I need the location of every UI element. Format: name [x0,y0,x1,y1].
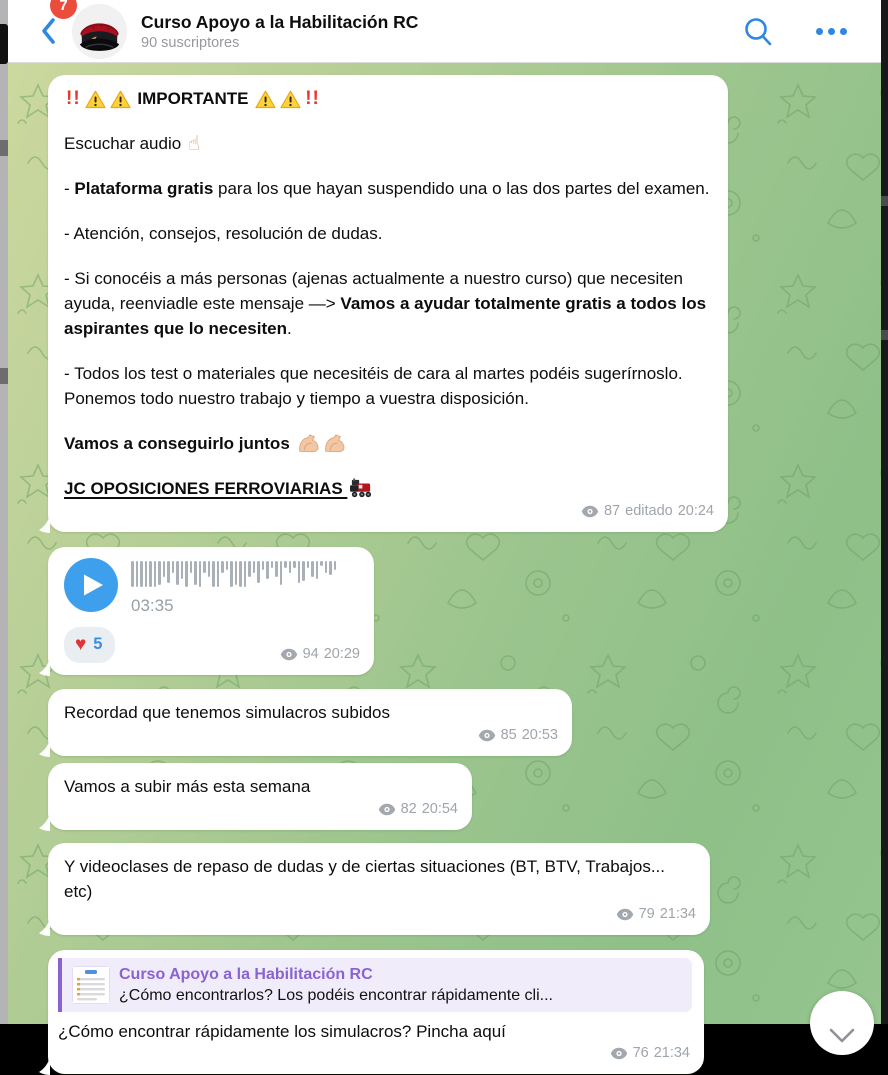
message-meta [610,1041,690,1066]
audio-message [64,558,358,618]
quote-title: Curso Apoyo a la Habilitación RC [119,966,373,983]
text-run: Plataforma gratis [74,179,214,198]
views-count: 79 [638,906,655,922]
warning-emoji [110,90,131,109]
message-time: 20:29 [323,646,360,662]
bubble-tail [39,813,50,831]
muscle-emoji [323,434,345,454]
heart-icon: ♥ [75,634,87,655]
right-edge-mark [881,196,888,206]
reply-quote[interactable] [58,958,692,1012]
message-text [64,774,366,799]
views-count: 94 [302,646,319,662]
text-run: IMPORTANTE [132,89,254,108]
message-text [64,86,712,111]
views-icon [610,1047,628,1060]
message-text [64,221,712,246]
telegram-window [8,0,881,1061]
message-time: 20:53 [521,727,558,743]
text-run: Vamos a ayudar totalmente gratis a todos los aspirantes que lo necesiten [64,294,707,338]
message-text [64,700,450,725]
left-edge-notch [0,24,8,64]
reaction-count: 5 [93,635,103,653]
train-emoji [349,478,373,499]
double-exclamation-emoji: !! [66,88,81,109]
channel-title: Curso Apoyo a la Habilitación RC [141,11,419,32]
muscle-emoji [297,434,319,454]
message-text [58,1019,692,1044]
chevron-down-icon [829,1028,855,1044]
text-run: . [286,319,292,338]
message-time: 20:24 [677,503,714,519]
left-edge-mark [0,140,8,156]
warning-emoji [255,90,276,109]
text-run: Y videoclases de repaso de dudas y de ciertas situaciones (BT, BTV, Trabajos... etc) [64,857,666,901]
message-meta [478,723,558,748]
message-text [64,431,712,456]
text-run: Vamos a conseguirlo juntos [64,434,295,453]
edited-label: editado [625,503,673,519]
pointing-up-emoji: ☝ [187,133,201,155]
channel-link[interactable]: JC OPOSICIONES FERROVIARIAS [64,479,348,498]
scroll-to-bottom-button[interactable] [810,991,874,1055]
message-stream [8,63,881,1074]
message-bubble [48,547,374,675]
message-meta [378,797,458,822]
play-button[interactable] [64,558,118,612]
text-run: - [64,179,75,198]
text-run: - Si conocéis a más personas (ajenas actualmente a nuestro curso) que necesiten ayuda, reenviadle este mensaje —> [64,269,683,313]
views-count: 85 [500,727,517,743]
audio-duration: 03:35 [131,596,174,615]
warning-emoji [280,90,301,109]
message-bubble [48,763,472,830]
chevron-left-icon [41,18,56,44]
bubble-tail [39,918,50,936]
channel-avatar[interactable] [72,4,127,59]
quote-thumbnail [72,966,110,1004]
bubble-tail [39,1057,50,1075]
chat-background [8,63,881,1061]
message-text [64,176,712,201]
audio-waveform[interactable] [131,561,336,588]
views-count: 87 [603,503,621,519]
views-icon [378,803,396,816]
left-edge-mark [0,368,8,384]
message-bubble [48,75,728,532]
message-text [64,266,712,341]
message-time: 21:34 [659,906,696,922]
message-meta [616,902,696,927]
bubble-tail [39,658,50,676]
text-run: - Atención, consejos, resolución de dudas. [64,224,383,243]
message-time: 20:54 [421,801,458,817]
message-text [64,476,712,501]
unread-badge: 7 [50,0,77,19]
views-icon [478,729,496,742]
bubble-tail [39,515,50,533]
more-button[interactable] [816,28,847,35]
subscriber-count: 90 suscriptores [141,34,240,51]
chat-header [8,0,881,63]
search-button[interactable] [743,16,774,47]
text-run: Vamos a subir más esta semana [64,777,311,796]
views-count: 76 [632,1045,649,1061]
play-icon [82,573,104,597]
left-screen-edge [0,0,8,1024]
search-icon [743,16,774,47]
message-text [64,361,712,411]
views-count: 82 [400,801,417,817]
text-run: Escuchar audio [64,134,186,153]
text-run: para los que hayan suspendido una o las dos partes del examen. [213,179,710,198]
message-meta [581,499,714,524]
conductor-cap-image [72,4,127,59]
message-time: 21:34 [653,1045,690,1061]
message-meta [280,642,360,667]
reaction-pill[interactable] [64,627,115,663]
message-bubble [48,950,704,1074]
text-run: - Todos los test o materiales que necesitéis de cara al martes podéis sugerírnoslo. Ponemos todo nuestro trabajo y tiempo a vuestra disposición. [64,364,683,408]
message-bubble [48,689,572,756]
warning-emoji [85,90,106,109]
text-run: ¿Cómo encontrar rápidamente los simulacros? Pincha aquí [58,1022,506,1041]
views-icon [581,505,599,518]
text-run: Recordad que tenemos simulacros subidos [64,703,391,722]
views-icon [616,908,634,921]
quote-bar [58,958,62,1012]
message-text [64,131,712,156]
views-icon [280,648,298,661]
right-screen-edge [881,0,888,1024]
quote-text: ¿Cómo encontrarlos? Los podéis encontrar rápidamente cli... [119,987,553,1004]
message-bubble [48,843,710,935]
double-exclamation-emoji: !! [305,88,320,109]
bubble-tail [39,739,50,757]
right-edge-mark [881,330,888,340]
message-text [64,854,694,904]
